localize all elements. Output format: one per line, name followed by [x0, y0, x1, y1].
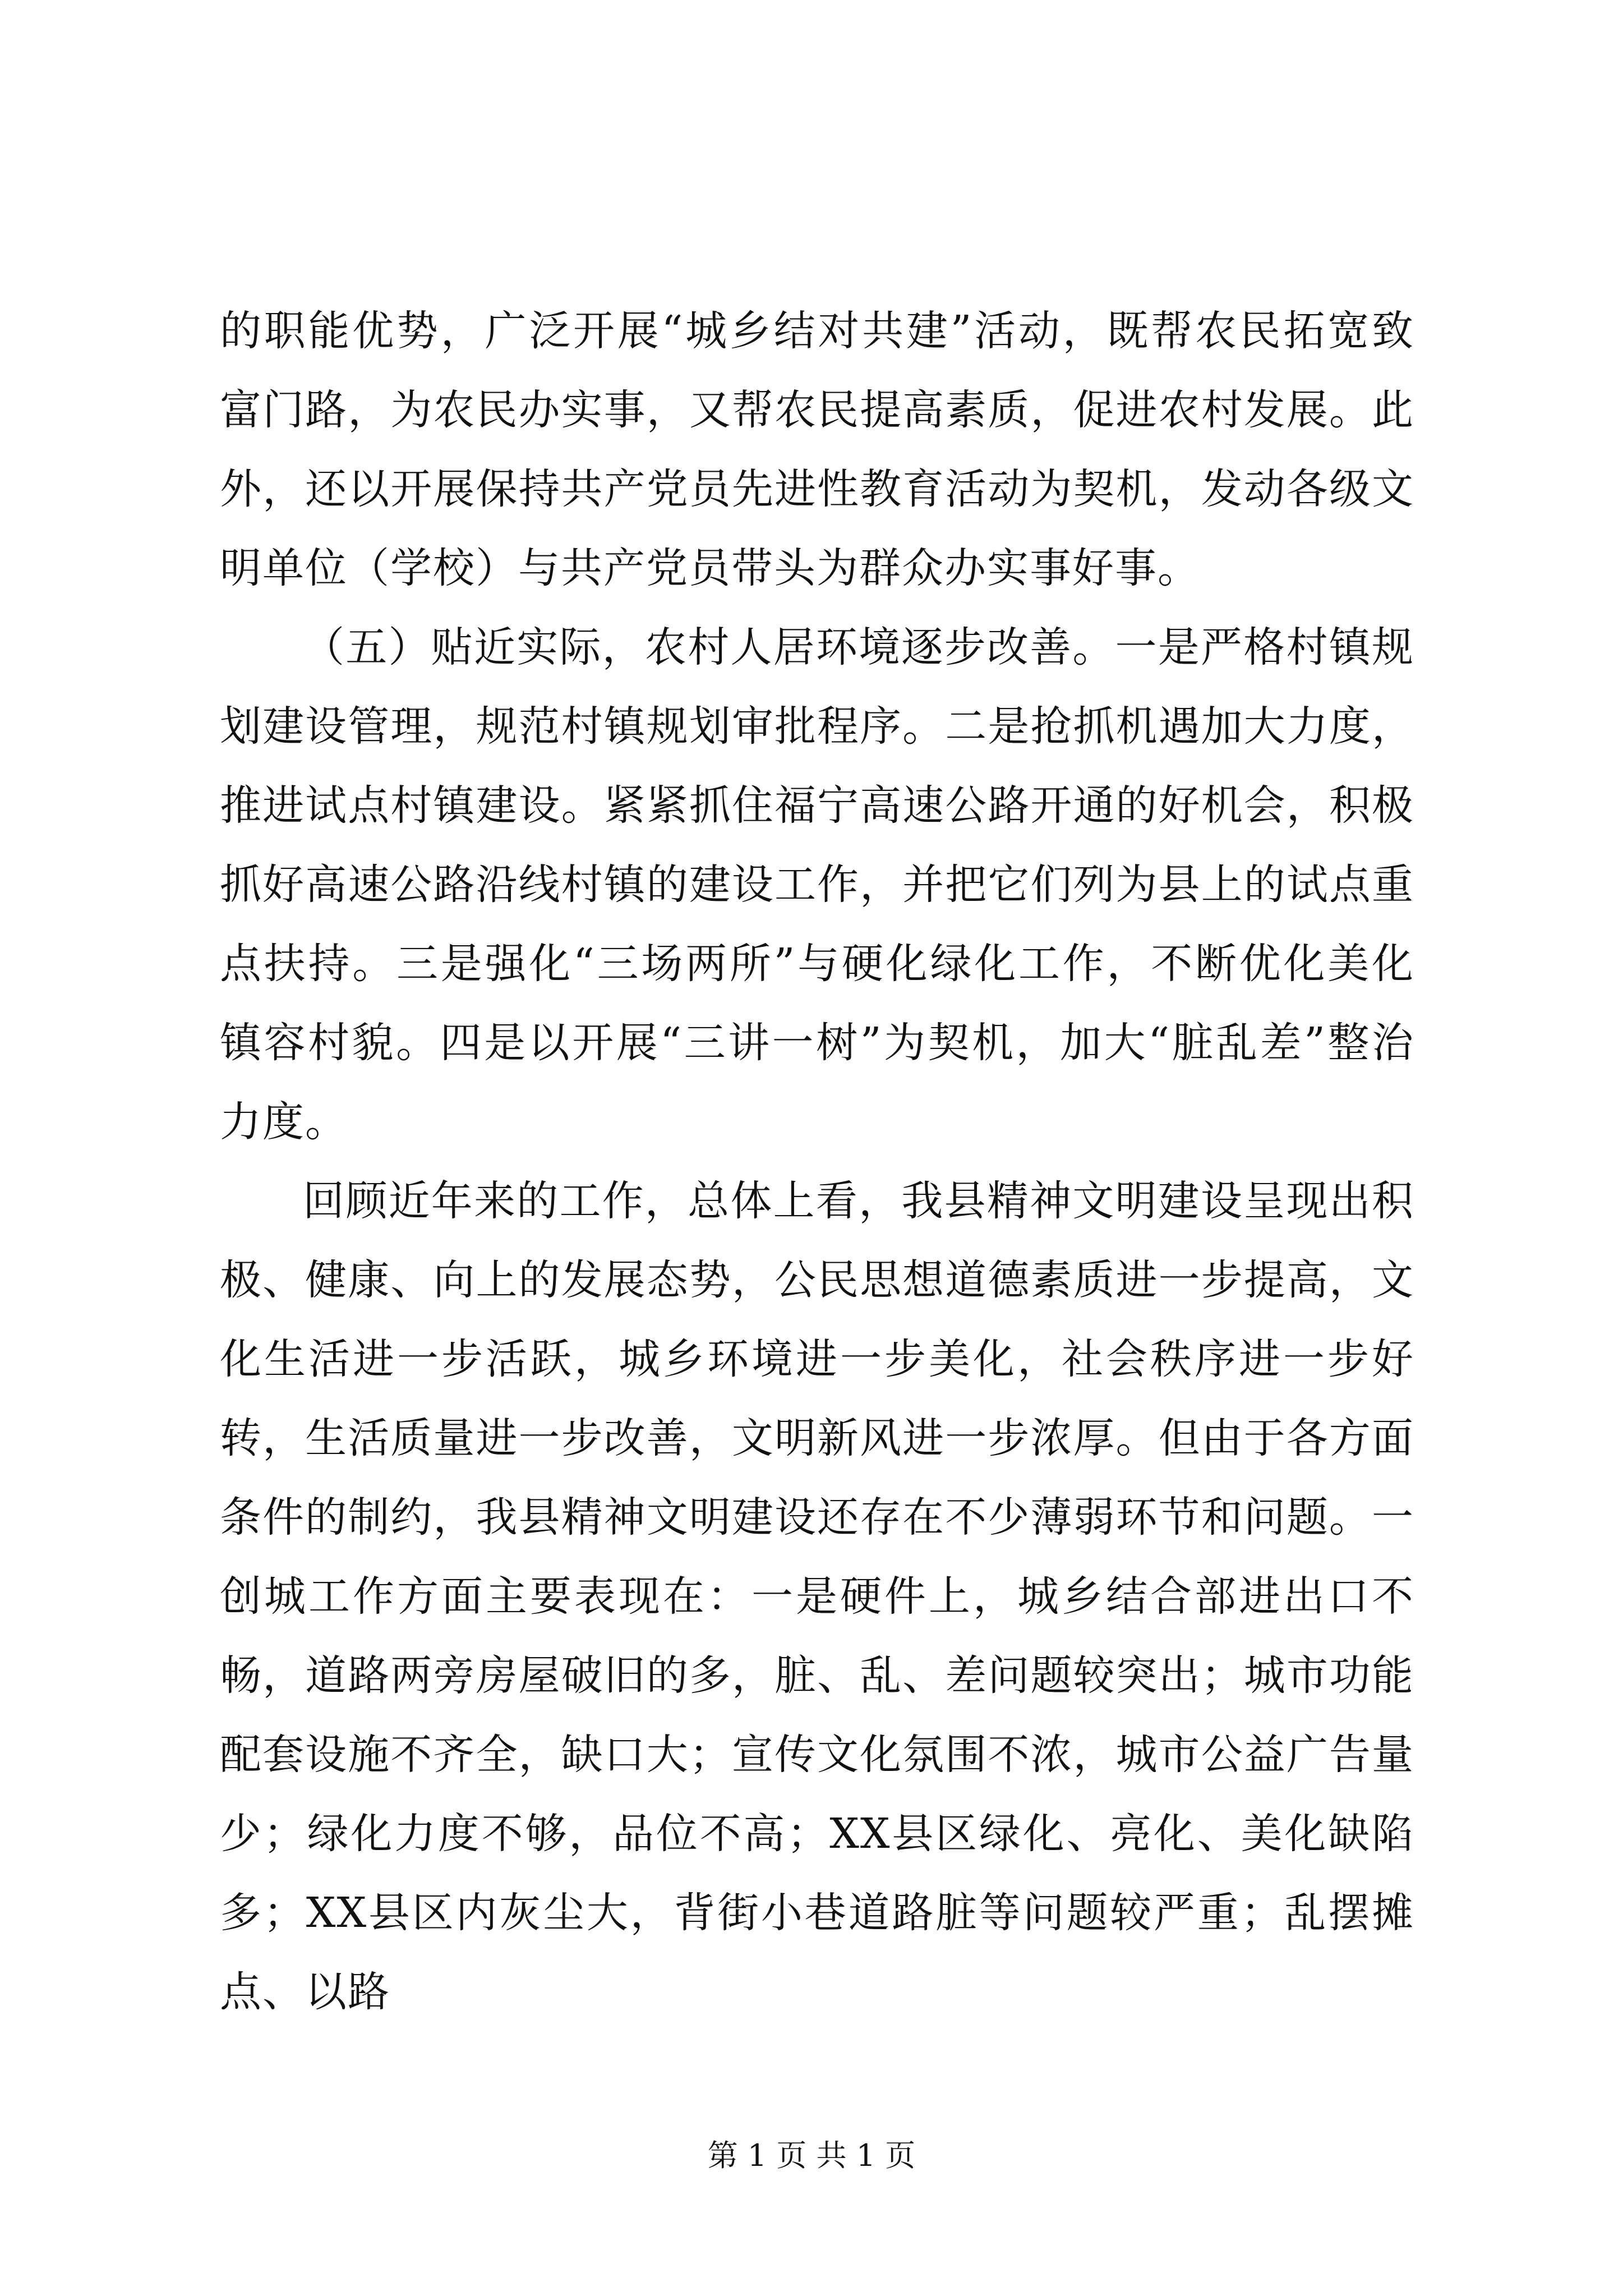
paragraph-review: 回顾近年来的工作，总体上看，我县精神文明建设呈现出积极、健康、向上的发展态势，公民思想道德素质进一步提高，文化生活进一步活跃，城乡环境进一步美化，社会秩序进一步好转，生活质量进一步改善，文明新风进一步浓厚。但由于各方面条件的制约，我县精神文明建设还存在不少薄弱环节和问题。一创城工作方面主要表现在：一是硬件上，城乡结合部进出口不畅，道路两旁房屋破旧的多，脏、乱、差问题较突出；城市功能配套设施不齐全，缺口大；宣传文化氛围不浓，城市公益广告量少；绿化力度不够，品位不高；XX县区绿化、亮化、美化缺陷多；XX县区内灰尘大，背街小巷道路脏等问题较严重；乱摆摊点、以路 [220, 1177, 1414, 2016]
body-text [220, 292, 1414, 2032]
paragraph-continuation: 的职能优势，广泛开展“城乡结对共建”活动，既帮农民拓宽致富门路，为农民办实事，又帮农民提高素质，促进农村发展。此外，还以开展保持共产党员先进性教育活动为契机，发动各级文明单位（学校）与共产党员带头为群众办实事好事。 [220, 307, 1414, 592]
paragraph-section-five: （五）贴近实际，农村人居环境逐步改善。一是严格村镇规划建设管理，规范村镇规划审批程序。二是抢抓机遇加大力度，推进试点村镇建设。紧紧抓住福宁高速公路开通的好机会，积极抓好高速公路沿线村镇的建设工作，并把它们列为县上的试点重点扶持。三是强化“三场两所”与硬化绿化工作，不断优化美化镇容村貌。四是以开展“三讲一树”为契机，加大“脏乱差”整治力度。 [220, 623, 1414, 1146]
page-footer: 第 1 页 共 1 页 [707, 2138, 916, 2173]
